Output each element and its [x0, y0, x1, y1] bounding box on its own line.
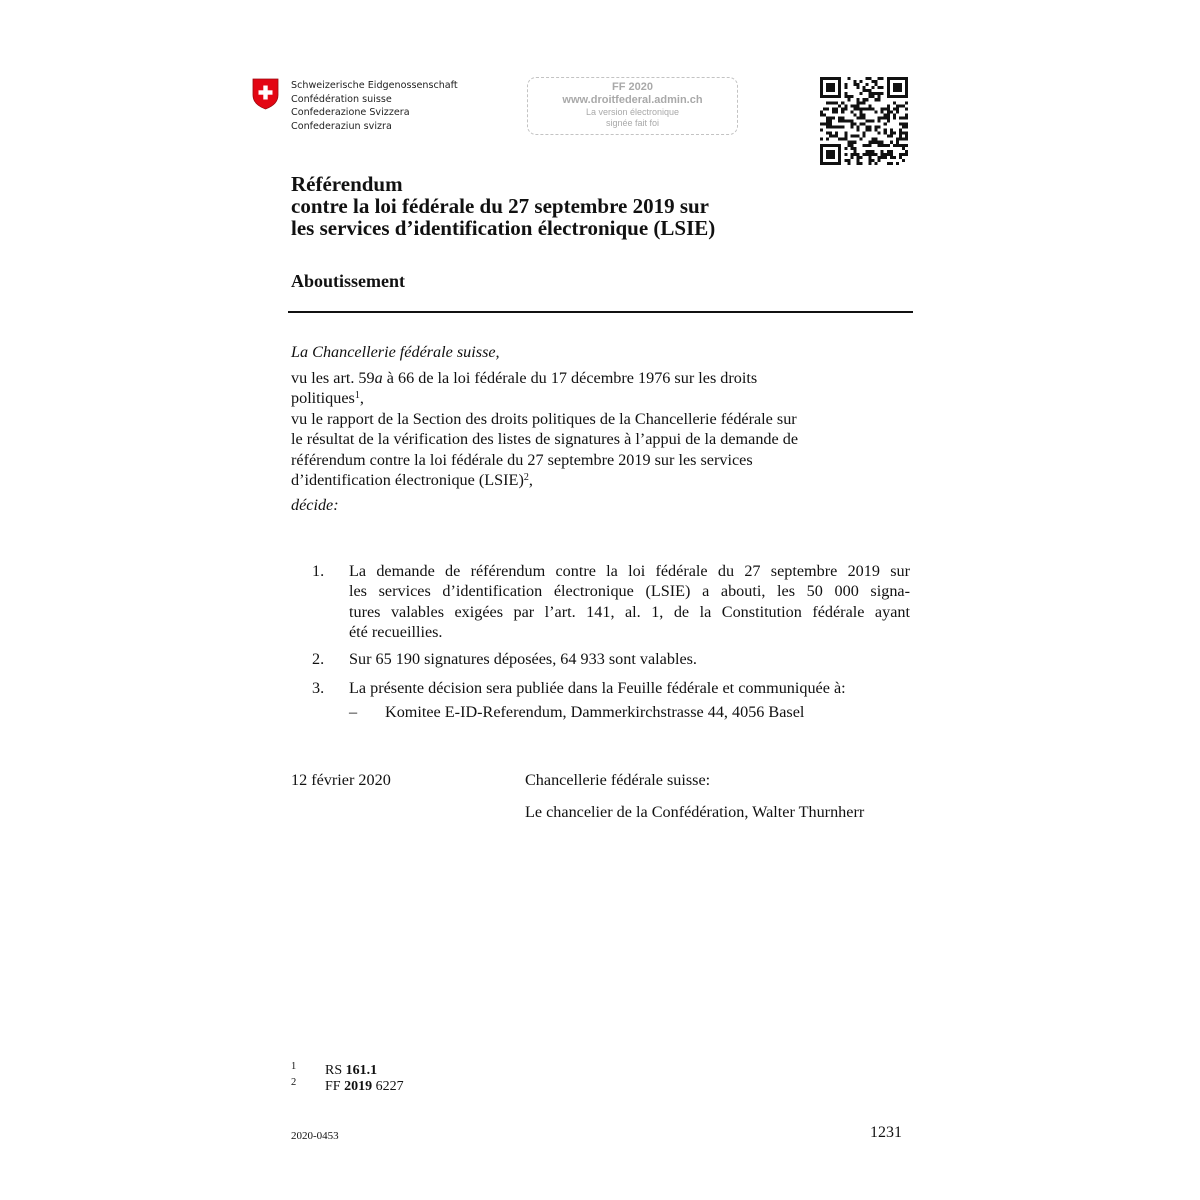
qr-code-icon [820, 77, 908, 165]
footnote-ref-2[interactable]: 2 [523, 472, 529, 484]
consideration-line: vu les art. 59a à 66 de la loi fédérale du 17 décembre 1976 sur les droits [291, 369, 758, 387]
stamp-note-line1: La version électronique [585, 107, 680, 117]
document-subtitle: Aboutissement [291, 271, 406, 291]
title-line: contre la loi fédérale du 27 septembre 2019 sur [291, 194, 710, 218]
decision-heading: décide: [291, 496, 339, 514]
swiss-flag-icon [252, 78, 279, 110]
considerations [291, 368, 798, 490]
org-line: Confederazione Svizzera [291, 107, 410, 119]
stamp-reference: FF 2020 [612, 81, 653, 93]
document-title [291, 173, 715, 239]
stamp-note-line2: signée fait foi [605, 118, 660, 128]
document-id: 2020-0453 [291, 1130, 339, 1142]
recipient-address: Komitee E-ID-Referendum, Dammerkirchstrasse 44, 4056 Basel [385, 703, 805, 721]
stamp-website: www.droitfederal.admin.ch [562, 94, 703, 106]
org-line: Schweizerische Eidgenossenschaft [291, 80, 458, 91]
page-number: 1231 [870, 1124, 902, 1141]
signer: Le chancelier de la Confédération, Walter Thurnherr [525, 803, 865, 821]
item-text: La présente décision sera publiée dans la Feuille fédérale et communiquée à: [349, 679, 846, 697]
title-divider [288, 311, 913, 313]
org-line: Confédération suisse [291, 93, 392, 105]
decision-date: 12 février 2020 [291, 771, 391, 789]
item-number: 1. [312, 562, 325, 580]
footnote-number: 1 [291, 1061, 297, 1072]
item-text: Sur 65 190 signatures déposées, 64 933 sont valables. [349, 650, 697, 668]
item-number: 2. [312, 650, 325, 668]
title-line: les services d’identification électronique (LSIE) [291, 216, 716, 240]
item-number: 3. [312, 679, 325, 697]
consideration-line: politiques$^1$, [291, 389, 364, 408]
consideration-line: vu le rapport de la Section des droits politiques de la Chancellerie fédérale sur [291, 409, 797, 428]
electronic-signature-stamp [527, 77, 738, 135]
org-line: Confederaziun svizra [291, 120, 392, 132]
federal-administration-name [291, 79, 458, 133]
footnote-number: 2 [291, 1077, 297, 1088]
title-line: Référendum [291, 172, 403, 196]
item-text: La demande de référendum contre la loi fédérale du 27 septembre 2019 sur les services d’identification électronique (LSIE) a abouti, les 50 000 signa- tures valables exigées par l’art. 141, al. 1, de la Constitution fédérale ayant été recueillies. [349, 562, 910, 642]
footnote-text: FF 2019 6227 [325, 1079, 404, 1094]
consideration-line: d’identification électronique (LSIE)$^2$, [291, 471, 533, 490]
list-dash: – [349, 703, 358, 721]
consideration-line: le résultat de la vérification des listes de signatures à l’appui de la demande de [291, 430, 799, 449]
consideration-line: référendum contre la loi fédérale du 27 septembre 2019 sur les services [291, 450, 753, 469]
footnote-text: RS 161.1 [325, 1063, 378, 1078]
issuing-authority: La Chancellerie fédérale suisse, [291, 343, 500, 361]
signing-authority: Chancellerie fédérale suisse: [525, 771, 711, 789]
footnote-ref-1[interactable]: 1 [354, 390, 360, 402]
